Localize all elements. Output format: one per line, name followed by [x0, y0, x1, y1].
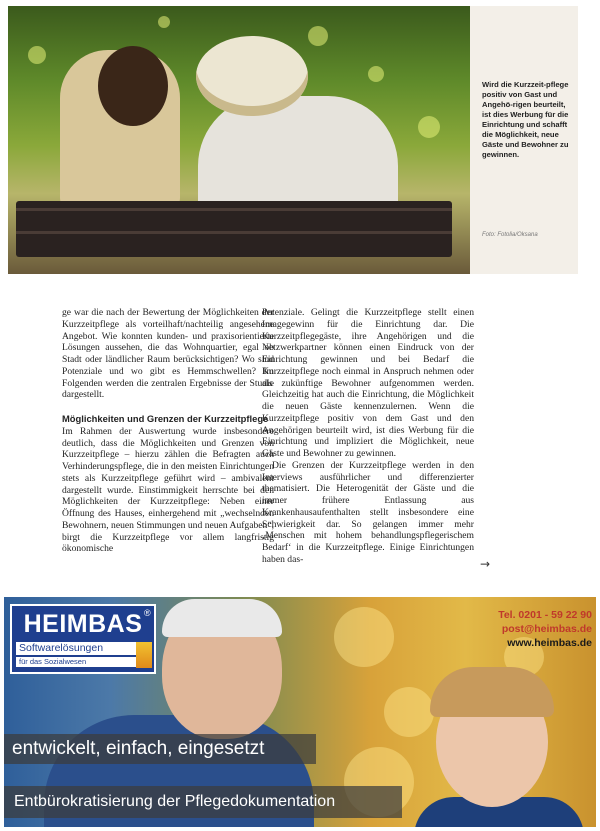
paragraph: Potenziale. Gelingt die Kurzzeitpflege stellt einen Imagegewinn für die Einrichtung dar. Die Kurzzeitpflegegäste, ihre Angehörigen und die Netzwerkpartner können einen Eindruck von der Einrichtung gewinnen und bei Bedarf die Kurzzeitpflege noch einmal in Anspruch nehmen oder als zukünftige Bewohner aufgenommen werden. Gleichzeitig hat auch die Einrichtung, die Möglichkeit die neuen Gäste kennenzulernen. Wenn die Kurzzeitpflege positiv von dem Gast und den Angehörigen beurteilt wird, ist dies Werbung für die Einrichtung und impliziert die Möglichkeit, neue Gäste und Bewohner zu gewinnen. [262, 307, 474, 459]
article-photo [8, 6, 470, 274]
email-link[interactable]: post@heimbas.de [501, 623, 592, 635]
paragraph: Die Grenzen der Kurzzeitpflege werden in den Interviews ausführlicher und differenzierter thematisiert. Die Heterogenität der Gäste und die immer frühere Entlassung aus Krankenhausaufenthalten stellt insbesondere eine Schwierigkeit dar. So gelangen immer mehr ‚Menschen mit hohem behandlungspflegerischem Bedarf‘ in die Kurzzeitpflege. Einige Einrichtungen haben das- [262, 459, 474, 565]
heimbas-logo [10, 604, 156, 674]
registered-mark: ® [144, 608, 151, 618]
photo-credit: Foto: Fotolia/Oksana [482, 232, 538, 238]
logo-tagline: Softwarelösungen [16, 642, 137, 655]
logo-mark-icon [136, 642, 152, 668]
ad-slogan: entwickelt, einfach, eingesetzt [4, 734, 316, 764]
ad-headline: Entbürokratisierung der Pflegedokumentation [4, 786, 402, 818]
article-column-right [262, 307, 474, 566]
phone-number[interactable]: Tel. 0201 - 59 22 90 [498, 609, 592, 621]
paragraph: Im Rahmen der Auswertung wurde insbesondere deutlich, dass die Möglichkeiten und Grenzen von Kurzzeitpflege – hierzu zählen die Befragten auch Verhinderungspflege, die in den meisten Einrichtungen stets als Kurzzeitpflege geführt wird – ambivalent dargestellt wurde. Einstimmigkeit herrschte bei den Möglichkeiten der Kurzzeitpflege: Neben einer Öffnung des Hauses, einhergehend mit „wechselnden Bewohnern, neuen Stimmungen und neuen Aufgaben“, birgt die Kurzzeitpflege vor allem langfristig ökonomische [62, 425, 274, 555]
ad-contact [498, 608, 592, 650]
website-link[interactable]: www.heimbas.de [507, 637, 592, 649]
photo-caption: Wird die Kurzzeit-pflege positiv von Gast und Angehö-rigen beurteilt, ist dies Werbung für die Einrichtung und schafft die Möglichkeit, neue Gäste und Bewohner zu gewinnen. [482, 80, 569, 159]
logo-brand: HEIMBAS [23, 610, 143, 638]
article-column-left [62, 307, 274, 555]
section-heading: Möglichkeiten und Grenzen der Kurzzeitpflege [62, 413, 269, 424]
continue-arrow-icon: → [480, 557, 491, 571]
logo-tagline-sub: für das Sozialwesen [16, 657, 137, 667]
paragraph: ge war die nach der Bewertung der Möglichkeiten der Kurzzeitpflege als vorteilhaft/nachteilig angesehene Angebot. Wie konnten kunden- und praxisorientierte Lösungen aussehen, die das Wohnquartier, egal ob Stadt oder ländlicher Raum berücksichtigen? Wo sind Potenziale und wo gibt es Hemmschwellen? Im Folgenden werden die zentralen Ergebnisse der Studie dargestellt. [62, 307, 274, 401]
